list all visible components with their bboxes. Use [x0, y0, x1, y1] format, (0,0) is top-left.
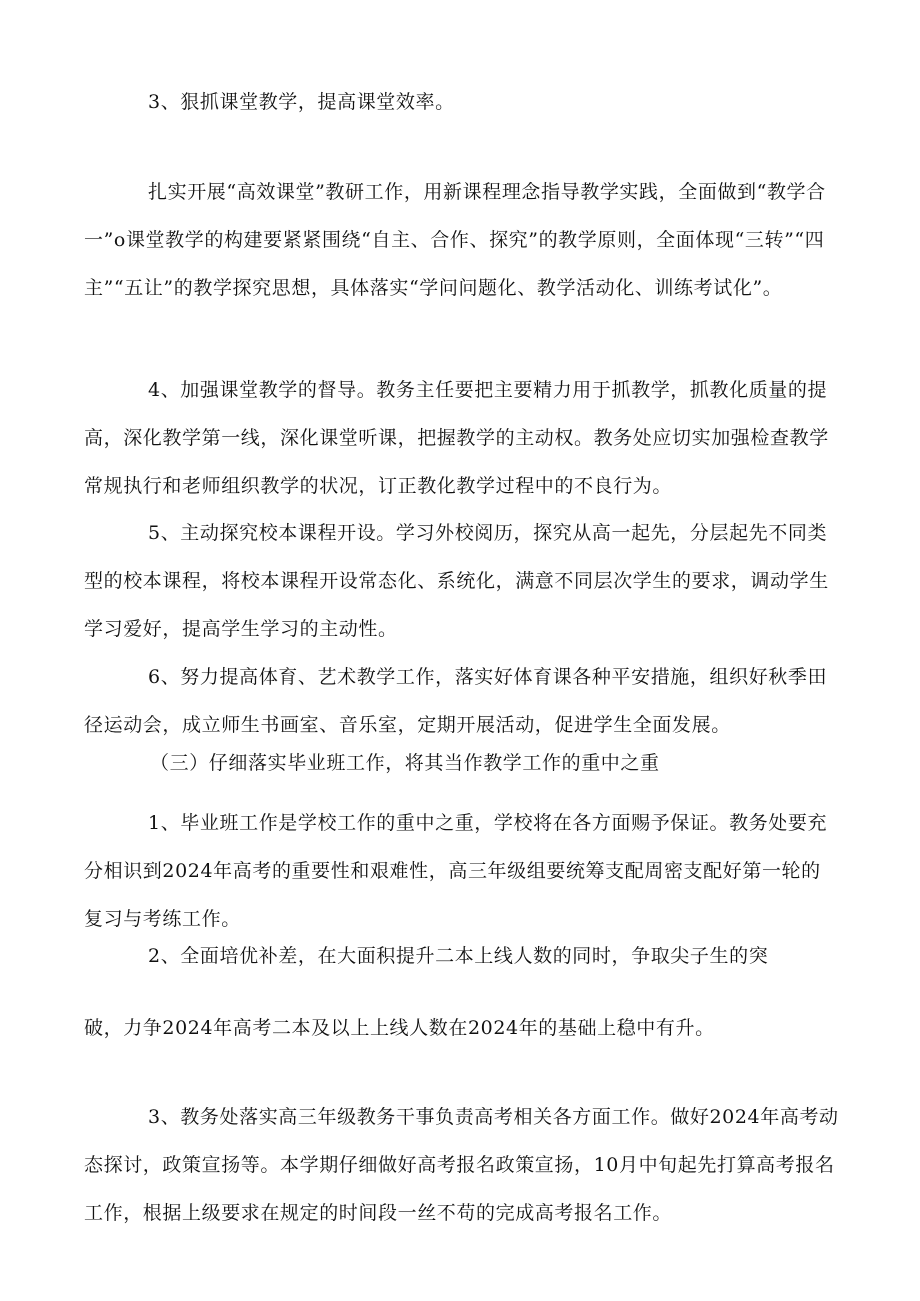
paragraph-2-line-1: 2、全面培优补差，在大面积提升二本上线人数的同时，争取尖子生的突: [148, 945, 769, 967]
section-3-heading: （三）仔细落实毕业班工作，将其当作教学工作的重中之重: [150, 752, 660, 774]
paragraph-1-graduating-class: 1、毕业班工作是学校工作的重中之重，学校将在各方面赐予保证。教务处要充分相识到2024年高考的重要性和艰难性，高三年级组要统筹支配周密支配好第一轮的复习与考练工作。: [84, 812, 828, 930]
paragraph-3-exam-registration: 3、教务处落实高三年级教务干事负责高考相关各方面工作。做好2024年高考动态探讨，政策宣扬等。本学期仔细做好高考报名政策宣扬，10月中旬起先打算高考报名工作，根据上级要求在规定的时间段一丝不苟的完成高考报名工作。: [84, 1106, 839, 1224]
paragraph-5-school-curriculum: 5、主动探究校本课程开设。学习外校阅历，探究从高一起先，分层起先不同类型的校本课程，将校本课程开设常态化、系统化，满意不同层次学生的要求，调动学生学习爱好，提高学生学习的主动性。: [84, 522, 829, 640]
paragraph-4-supervision: 4、加强课堂教学的督导。教务主任要把主要精力用于抓教学，抓教化质量的提高，深化教学第一线，深化课堂听课，把握教学的主动权。教务处应切实加强检查教学常规执行和老师组织教学的状况，订正教化教学过程中的不良行为。: [84, 379, 829, 497]
paragraph-6-sports-arts: 6、努力提高体育、艺术教学工作，落实好体育课各种平安措施，组织好秋季田径运动会，成立师生书画室、音乐室，定期开展活动，促进学生全面发展。: [84, 666, 828, 736]
paragraph-3-heading: 3、狠抓课堂教学，提高课堂效率。: [148, 91, 455, 113]
paragraph-2-line-2: 破，力争2024年高考二本及以上上线人数在2024年的基础上稳中有升。: [84, 1017, 715, 1039]
paragraph-efficient-classroom: 扎实开展“高效课堂”教研工作，用新课程理念指导教学实践，全面做到“教学合一”o课堂教学的构建要紧紧围绕“自主、合作、探究”的教学原则，全面体现“三转”“四主”“五让”的教学探究思想，具体落实“学问问题化、教学活动化、训练考试化”。: [84, 181, 826, 299]
